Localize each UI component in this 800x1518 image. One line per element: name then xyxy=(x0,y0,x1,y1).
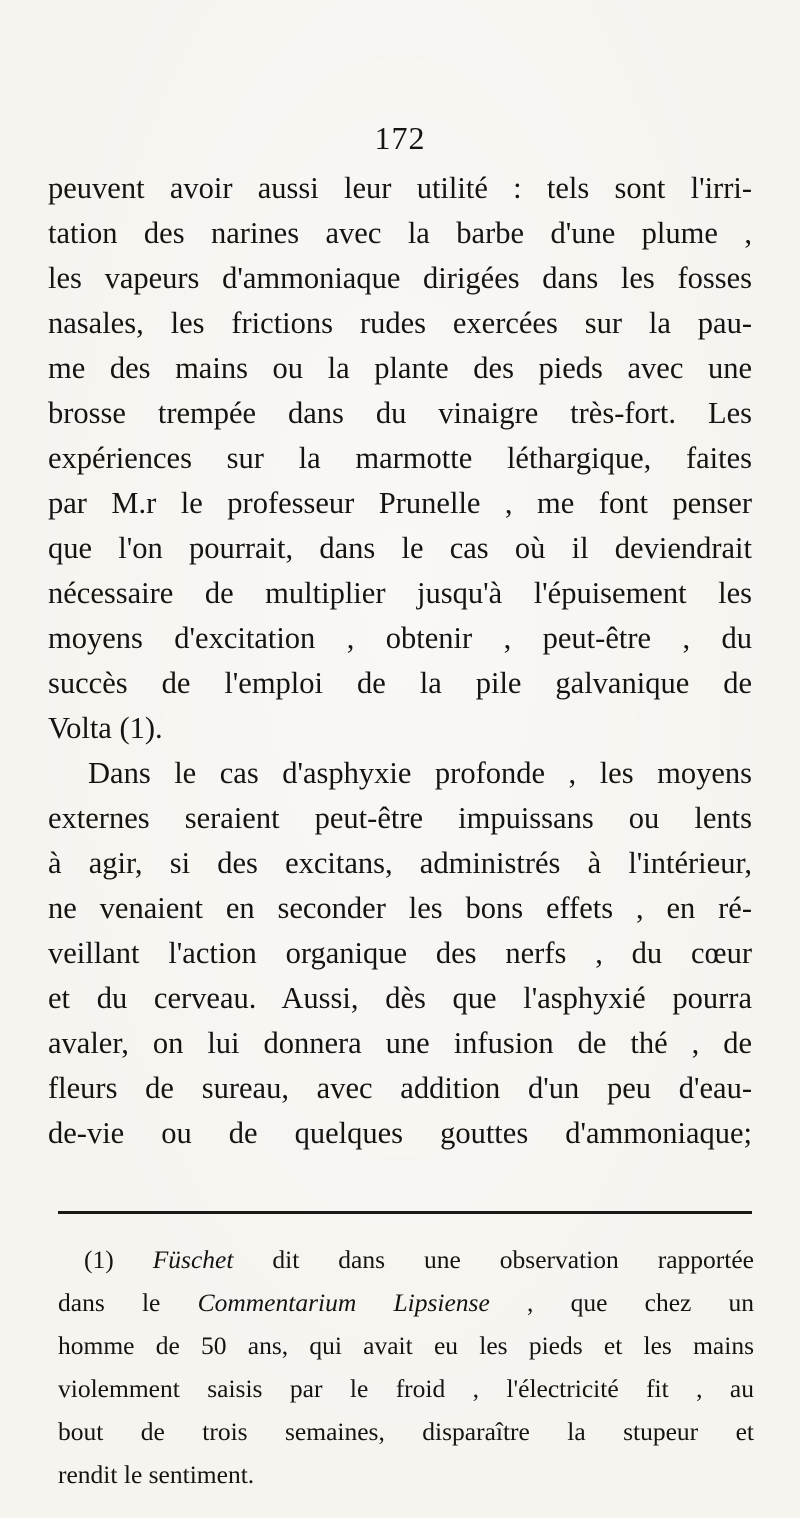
text-line: externes seraient peut-être impuissans ou lents xyxy=(48,801,752,835)
page-number: 172 xyxy=(374,120,426,156)
text-line: ne venaient en seconder les bons effets , en ré- xyxy=(48,891,752,925)
text-line: fleurs de sureau, avec addition d'un peu d'eau- xyxy=(48,1071,752,1105)
text-line: me des mains ou la plante des pieds avec une xyxy=(48,351,752,385)
footnote-line xyxy=(58,1281,754,1324)
footnote-line: violemment saisis par le froid , l'électricité fit , au xyxy=(58,1374,754,1403)
text-line: brosse trempée dans du vinaigre très-fort. Les xyxy=(48,396,752,430)
text-line: à agir, si des excitans, administrés à l'intérieur, xyxy=(48,846,752,880)
text-line: nasales, les frictions rudes exercées sur la pau- xyxy=(48,306,752,340)
text-line: de-vie ou de quelques gouttes d'ammoniaque; xyxy=(48,1116,752,1150)
text-line: par M.r le professeur Prunelle , me font penser xyxy=(48,486,752,520)
text-line: avaler, on lui donnera une infusion de thé , de xyxy=(48,1026,752,1060)
text-line: et du cerveau. Aussi, dès que l'asphyxié pourra xyxy=(48,981,752,1015)
text-line: nécessaire de multiplier jusqu'à l'épuisement les xyxy=(48,576,752,610)
text-line: veillant l'action organique des nerfs , du cœur xyxy=(48,936,752,970)
footnote-text: dans le xyxy=(58,1288,161,1317)
footnote-line: homme de 50 ans, qui avait eu les pieds et les mains xyxy=(58,1331,754,1360)
footnote-marker: (1) xyxy=(84,1245,114,1274)
text-line: moyens d'excitation , obtenir , peut-être , du xyxy=(48,621,752,655)
text-line: les vapeurs d'ammoniaque dirigées dans les fosses xyxy=(48,261,752,295)
text-line: que l'on pourrait, dans le cas où il deviendrait xyxy=(48,531,752,565)
main-text xyxy=(48,166,752,1156)
text-line: expériences sur la marmotte léthargique, faites xyxy=(48,441,752,475)
footnote-text: , que chez un xyxy=(527,1288,754,1317)
text-line: tation des narines avec la barbe d'une plume , xyxy=(48,216,752,250)
footnote-line: bout de trois semaines, disparaître la stupeur et xyxy=(58,1417,754,1446)
text-line: Volta (1). xyxy=(48,711,163,745)
footnote-work-title: Commentarium Lipsiense xyxy=(197,1288,490,1317)
text-line: succès de l'emploi de la pile galvanique de xyxy=(48,666,752,700)
footnote-text: dit dans une observation rapportée xyxy=(272,1245,754,1274)
text-line: peuvent avoir aussi leur utilité : tels sont l'irri- xyxy=(48,171,752,205)
paragraph-first-line: Dans le cas d'asphyxie profonde , les moyens xyxy=(88,756,752,790)
footnote-line: rendit le sentiment. xyxy=(58,1460,255,1489)
footnote-author: Füschet xyxy=(152,1245,234,1274)
footnote-first-line xyxy=(58,1238,754,1281)
footnote xyxy=(58,1238,754,1496)
footnote-divider xyxy=(58,1211,752,1214)
